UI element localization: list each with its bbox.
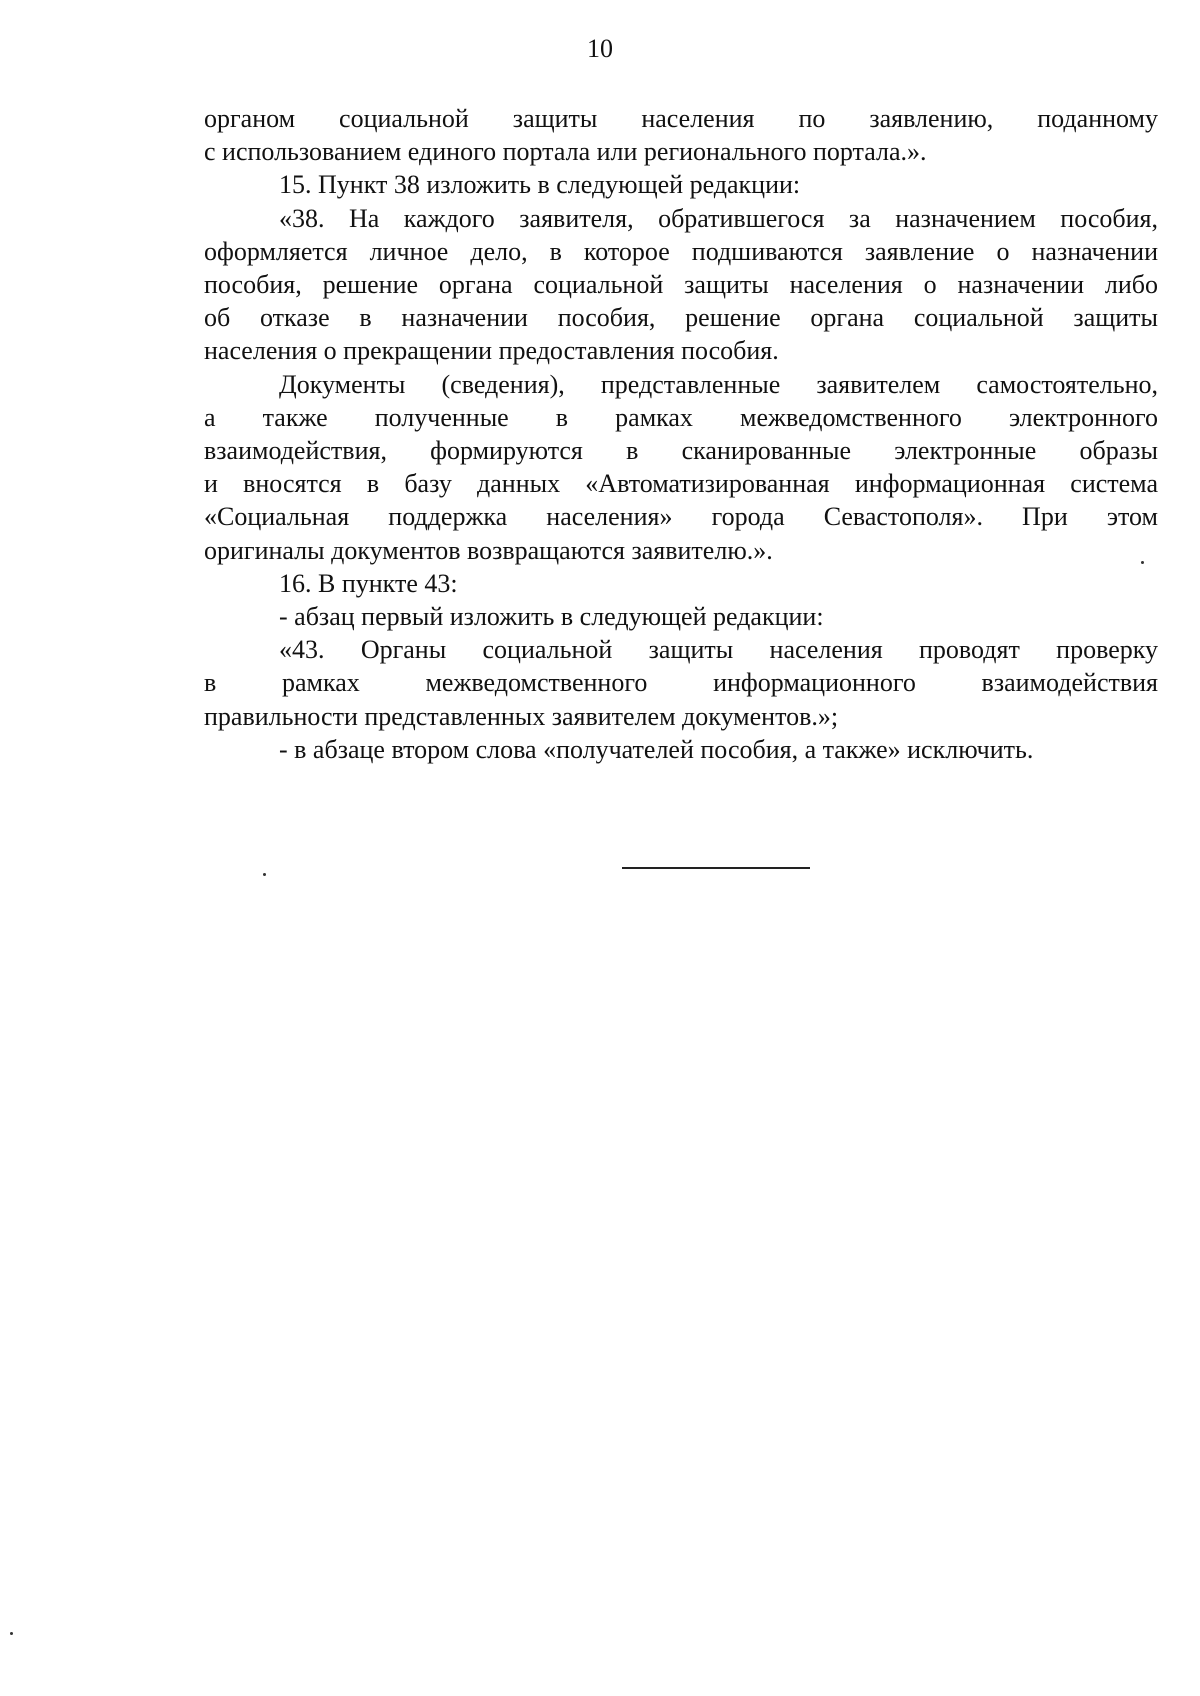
text-line: населения о прекращении предоставления пособия. [204,336,779,366]
paragraph-quote-38 [204,202,1158,368]
text-line: об отказе в назначении пособия, решение органа социальной защиты [204,303,1158,333]
text-line: органом социальной защиты населения по заявлению, поданному [204,104,1158,133]
scan-speck [1141,561,1144,564]
text-line: взаимодействия, формируются в сканированные электронные образы [204,436,1158,466]
text-line: оригиналы документов возвращаются заявителю.». [204,535,773,565]
text-line: «Социальная поддержка населения» города Севастополя». При этом [204,502,1158,532]
paragraph-documents [204,368,1158,567]
text-line: а также полученные в рамках межведомственного электронного [204,402,1158,432]
page-number: 10 [587,34,613,63]
text-line: правильности представленных заявителем документов.»; [204,701,839,731]
text-line: пособия, решение органа социальной защиты населения о назначении либо [204,270,1158,300]
paragraph-quote-43 [204,633,1158,733]
text-line: с использованием единого портала или регионального портала.». [204,137,927,167]
text-line: «38. На каждого заявителя, обратившегося за назначением пособия, [279,203,1158,233]
text-line: «43. Органы социальной защиты населения проводят проверку [279,635,1158,665]
scan-speck [263,873,266,876]
text-line: в рамках межведомственного информационного взаимодействия [204,668,1158,698]
document-body [204,102,1158,766]
text-line: и вносятся в базу данных «Автоматизированная информационная система [204,469,1158,499]
paragraph-item-15: 15. Пункт 38 изложить в следующей редакции: [279,170,801,200]
scan-speck [10,1632,13,1635]
paragraph-subitem-second: - в абзаце втором слова «получателей пособия, а также» исключить. [279,734,1034,764]
text-line: Документы (сведения), представленные заявителем самостоятельно, [279,369,1158,399]
paragraph-item-16: 16. В пункте 43: [279,568,458,598]
paragraph-continuation [204,102,1158,168]
end-separator-line [622,867,810,869]
text-line: оформляется личное дело, в которое подшиваются заявление о назначении [204,236,1158,266]
paragraph-subitem-first: - абзац первый изложить в следующей редакции: [279,602,824,632]
